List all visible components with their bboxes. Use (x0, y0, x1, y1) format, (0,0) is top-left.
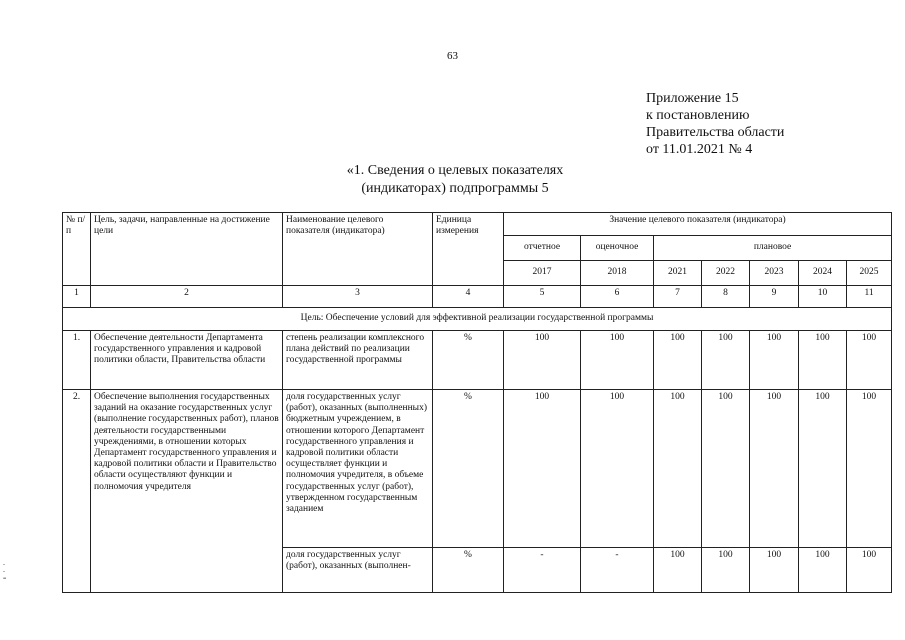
row-value: 100 (654, 548, 702, 593)
row-value: 100 (750, 390, 799, 548)
column-numbers-row (63, 286, 892, 308)
header-goal: Цель, задачи, направленные на достижение цели (91, 213, 283, 286)
row-value: 100 (504, 390, 581, 548)
appendix-line: Правительства области (646, 125, 785, 140)
row-value: 100 (847, 331, 892, 390)
column-number: 3 (283, 286, 433, 308)
document-title (330, 162, 580, 198)
row-goal: Обеспечение деятельности Департамента государственного управления и кадровой политики области, Правительства области (91, 331, 283, 390)
row-goal: Обеспечение выполнения государственных заданий на оказание государственных услуг (выполнение государственных работ), планов деятельности государственными учреждениями, в отношении которых Департамент государственного управления и кадровой политики области и Правительство области осуществляют функции и полномочия учредителя (91, 390, 283, 593)
goal-row (63, 308, 892, 331)
title-line: (индикаторах) подпрограммы 5 (361, 181, 549, 196)
row-value: 100 (702, 331, 750, 390)
indicators-table (62, 212, 892, 593)
header-estimated: оценочное (581, 236, 654, 261)
header-indicator: Наименование целевого показателя (индикатора) (283, 213, 433, 286)
header-unit: Единица измерения (433, 213, 504, 286)
row-indicator: степень реализации комплексного плана действий по реализации государственной программы (283, 331, 433, 390)
column-number: 9 (750, 286, 799, 308)
header-reported: отчетное (504, 236, 581, 261)
column-number: 10 (799, 286, 847, 308)
row-value: 100 (799, 331, 847, 390)
header-num: № п/п (63, 213, 91, 286)
row-value: 100 (654, 331, 702, 390)
title-line: «1. Сведения о целевых показателях (346, 163, 564, 178)
row-unit: % (433, 331, 504, 390)
row-value: 100 (504, 331, 581, 390)
header-planned: плановое (654, 236, 892, 261)
header-year: 2017 (504, 261, 581, 286)
goal-text: Цель: Обеспечение условий для эффективной реализации государственной программы (63, 308, 892, 331)
row-unit: % (433, 548, 504, 593)
appendix-line: от 11.01.2021 № 4 (646, 142, 753, 157)
row-value: 100 (799, 390, 847, 548)
column-number: 2 (91, 286, 283, 308)
column-number: 11 (847, 286, 892, 308)
row-indicator: доля государственных услуг (работ), оказанных (выполненных) бюджетным учреждением, в отношении которого Департамент государственного управления и кадровой политики области осуществляет функции и полномочия учредителя, в объеме государственных услуг (работ), утвержденном государственным заданием (283, 390, 433, 548)
row-value: 100 (702, 548, 750, 593)
row-num: 2. (63, 390, 91, 593)
header-year: 2024 (799, 261, 847, 286)
row-value: 100 (581, 331, 654, 390)
header-year: 2023 (750, 261, 799, 286)
appendix-line: к постановлению (646, 108, 750, 123)
table-row (63, 390, 892, 548)
row-value: 100 (799, 548, 847, 593)
row-value: 100 (750, 548, 799, 593)
column-number: 8 (702, 286, 750, 308)
row-value: 100 (654, 390, 702, 548)
page-number: 63 (447, 50, 458, 62)
column-number: 7 (654, 286, 702, 308)
row-value: 100 (702, 390, 750, 548)
header-value: Значение целевого показателя (индикатора) (504, 213, 892, 236)
column-number: 4 (433, 286, 504, 308)
table-row (63, 331, 892, 390)
row-value: 100 (847, 548, 892, 593)
row-unit: % (433, 390, 504, 548)
column-number: 1 (63, 286, 91, 308)
row-value: - (581, 548, 654, 593)
header-year: 2025 (847, 261, 892, 286)
margin-marks: - - ≡ (3, 562, 7, 582)
column-number: 6 (581, 286, 654, 308)
column-number: 5 (504, 286, 581, 308)
header-year: 2022 (702, 261, 750, 286)
header-year: 2018 (581, 261, 654, 286)
row-value: 100 (847, 390, 892, 548)
row-num: 1. (63, 331, 91, 390)
row-value: - (504, 548, 581, 593)
header-row (63, 213, 892, 236)
row-value: 100 (581, 390, 654, 548)
header-year: 2021 (654, 261, 702, 286)
appendix-line: Приложение 15 (646, 91, 739, 106)
appendix-block (646, 90, 784, 158)
row-indicator: доля государственных услуг (работ), оказанных (выполнен- (283, 548, 433, 593)
row-value: 100 (750, 331, 799, 390)
